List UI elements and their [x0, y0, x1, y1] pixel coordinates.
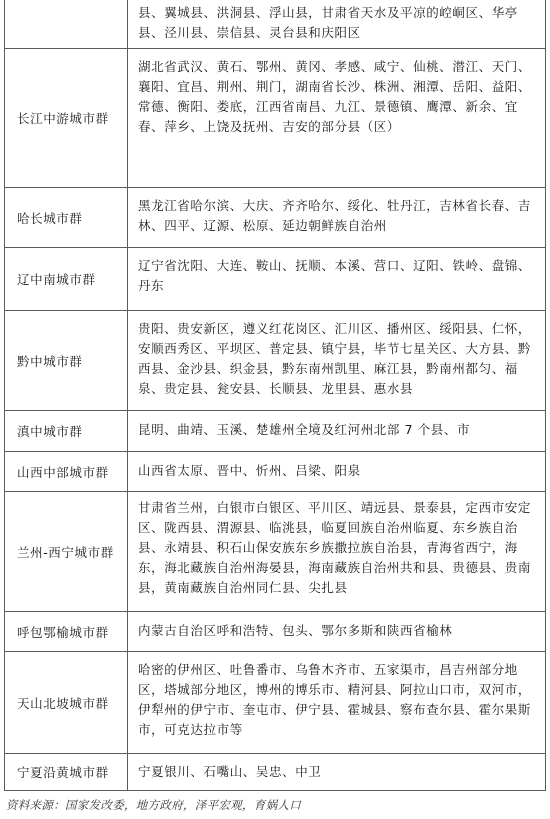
table-row [4, 310, 546, 410]
cluster-cities: 黑龙江省哈尔滨、大庆、齐齐哈尔、绥化、牡丹江，吉林省长春、吉林、四平、辽源、松原、延边朝鲜族自治州 [138, 198, 532, 233]
cluster-cities: 辽宁省沈阳、大连、鞍山、抚顺、本溪、营口、辽阳、铁岭、盘锦、丹东 [138, 258, 532, 293]
cluster-cities: 山西省太原、晋中、忻州、吕梁、阳泉 [138, 463, 361, 478]
table-row [4, 753, 546, 791]
table-row [4, 247, 546, 310]
cluster-name: 宁夏沿黄城市群 [5, 754, 128, 790]
cluster-name: 辽中南城市群 [5, 248, 128, 310]
table-row [4, 651, 546, 753]
cluster-cities: 贵阳、贵安新区，遵义红花岗区、汇川区、播州区、绥阳县、仁怀，安顺西秀区、平坝区、普定县、镇宁县，毕节七星关区、大方县、黔西县、金沙县、织金县，黔东南州凯里、麻江县，黔南州都匀、福泉、贵定县、瓮安县、长顺县、龙里县、惠水县 [138, 321, 532, 396]
cluster-cities: 宁夏银川、石嘴山、吴忠、中卫 [138, 764, 322, 779]
cluster-name: 哈长城市群 [5, 188, 128, 247]
cluster-name: 滇中城市群 [5, 411, 128, 451]
cluster-name: 黔中城市群 [5, 311, 128, 410]
table-row [4, 48, 546, 187]
cluster-name [5, 0, 128, 48]
table-row [4, 187, 546, 247]
cluster-name: 兰州-西宁城市群 [5, 492, 128, 611]
cluster-cities: 甘肃省兰州，白银市白银区、平川区、靖远县、景泰县，定西市安定区、陇西县、渭源县、临洮县，临夏回族自治州临夏、东乡族自治县、永靖县、积石山保安族东乡族撒拉族自治县，青海省西宁，海东，海北藏族自治州海晏县，海南藏族自治州共和县、贵德县、贵南县，黄南藏族自治州同仁县、尖扎县 [138, 500, 532, 595]
cluster-cities: 湖北省武汉、黄石、鄂州、黄冈、孝感、咸宁、仙桃、潜江、天门、襄阳、宜昌、荆州、荆门，湖南省长沙、株洲、湘潭、岳阳、益阳、常德、衡阳、娄底，江西省南昌、九江、景德镇、鹰潭、新余、宜春、萍乡、上饶及抚州、吉安的部分县（区） [138, 59, 532, 134]
cluster-name: 天山北坡城市群 [5, 652, 128, 753]
cluster-cities: 哈密的伊州区、吐鲁番市、乌鲁木齐市、五家渠市，昌吉州部分地区，塔城部分地区，博州的博乐市、精河县、阿拉山口市，双河市，伊犁州的伊宁市、奎屯市、伊宁县、霍城县、察布查尔县、霍尔果斯市，可克达拉市等 [138, 662, 532, 737]
source-note: 资料来源：国家发改委，地方政府，泽平宏观，育娲人口 [6, 798, 301, 812]
cluster-name: 长江中游城市群 [5, 49, 128, 187]
cluster-cities: 昆明、曲靖、玉溪、楚雄州全境及红河州北部 7 个县、市 [138, 422, 471, 437]
city-cluster-table [4, 0, 546, 791]
table-row [4, 410, 546, 451]
table-row [4, 451, 546, 491]
cluster-name: 山西中部城市群 [5, 452, 128, 491]
table-row [4, 611, 546, 651]
cluster-name: 呼包鄂榆城市群 [5, 612, 128, 651]
table-row [4, 0, 546, 48]
cluster-cities: 县、翼城县、洪洞县、浮山县，甘肃省天水及平凉的崆峒区、华亭县、泾川县、崇信县、灵台县和庆阳区 [138, 5, 518, 40]
cluster-cities: 内蒙古自治区呼和浩特、包头、鄂尔多斯和陕西省榆林 [138, 623, 453, 638]
table-row [4, 491, 546, 611]
